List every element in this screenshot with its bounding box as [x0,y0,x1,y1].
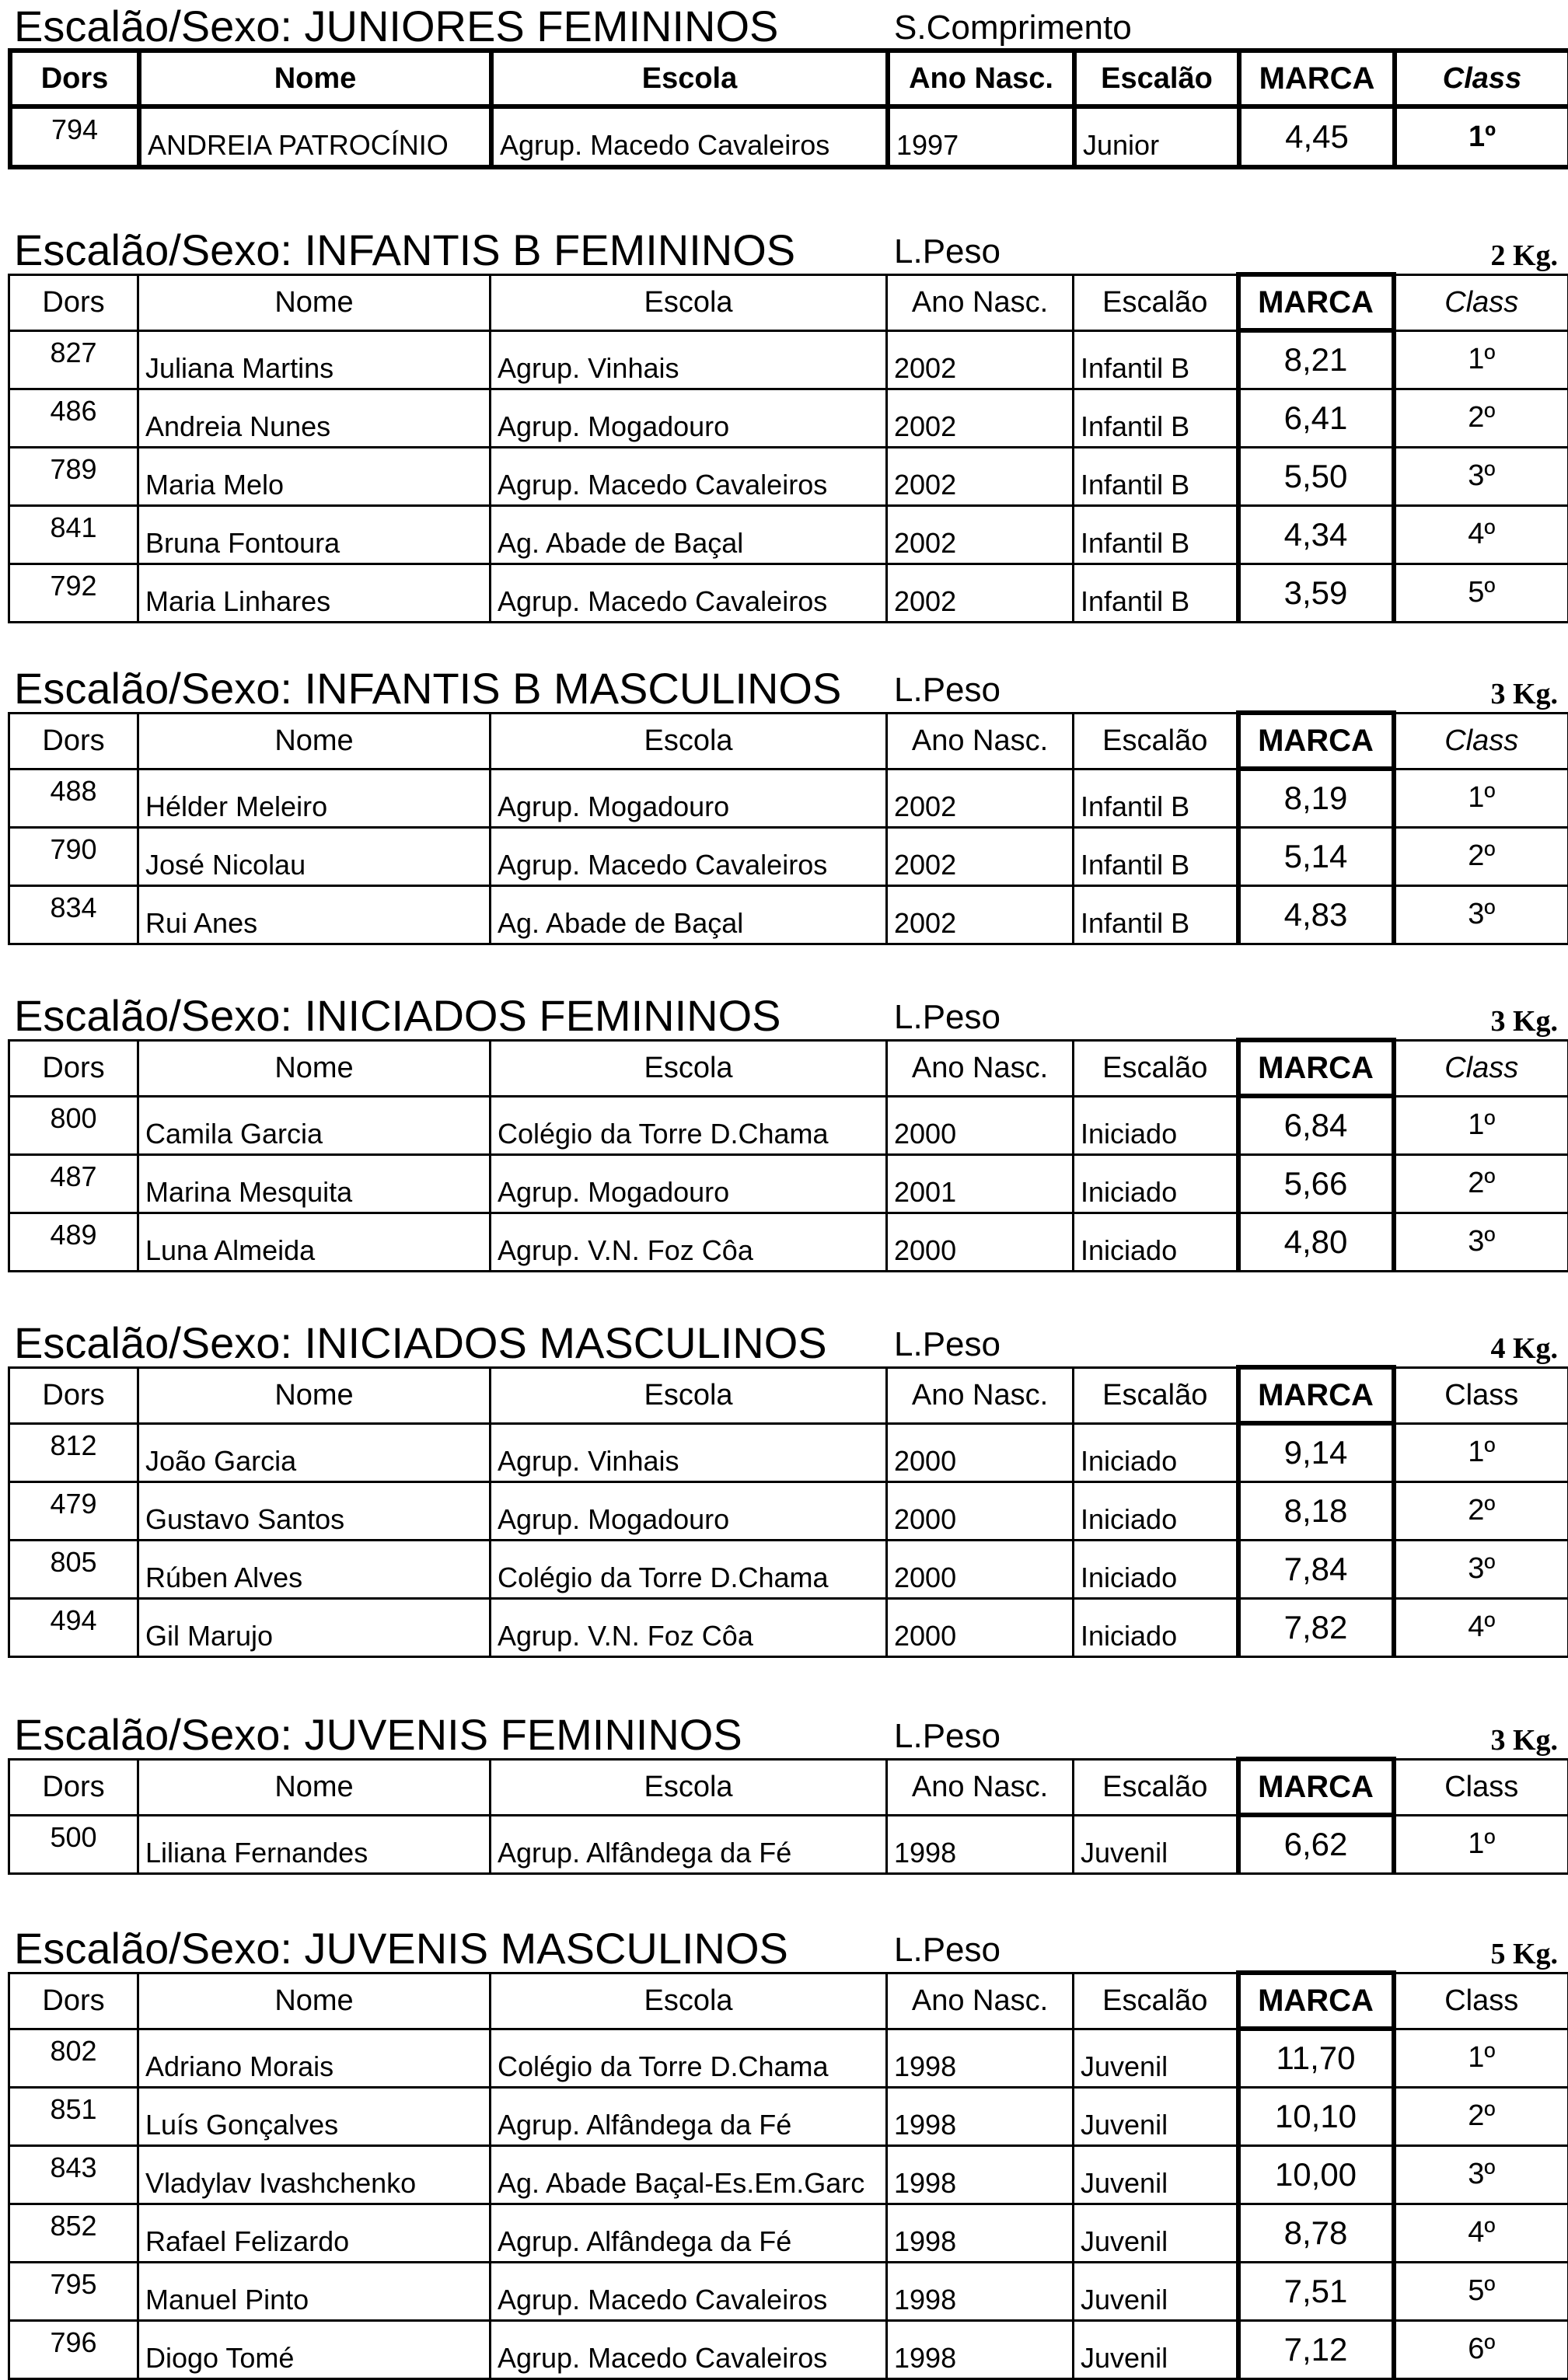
column-header-nome: Nome [139,51,491,106]
cell-ano: 2000 [887,1540,1074,1598]
cell-escola: Agrup. Vinhais [491,1423,887,1481]
cell-marca: 4,83 [1238,885,1394,944]
cell-marca: 5,50 [1238,447,1394,505]
cell-escalao: Iniciado [1074,1213,1238,1271]
cell-escalao: Iniciado [1074,1598,1238,1656]
cell-nome: Manuel Pinto [138,2262,491,2320]
cell-nome: Maria Melo [138,447,491,505]
event-name: S.Comprimento [894,11,1132,45]
column-header-dors: Dors [9,713,138,769]
cell-escola: Agrup. Alfândega da Fé [491,1815,887,1873]
cell-class: 5º [1394,564,1568,622]
cell-marca: 9,14 [1238,1423,1394,1481]
cell-marca: 4,80 [1238,1213,1394,1271]
cell-class: 5º [1394,2262,1568,2320]
cell-ano: 2002 [887,330,1074,389]
section-header [8,662,1567,710]
table-row [9,1423,1568,1481]
cell-class: 3º [1394,885,1568,944]
table-row [9,1096,1568,1154]
table-row [10,106,1568,167]
cell-marca: 6,62 [1238,1815,1394,1873]
results-table [8,272,1568,623]
cell-marca: 7,12 [1238,2320,1394,2378]
cell-class: 1º [1394,1423,1568,1481]
column-header-ano: Ano Nasc. [888,51,1074,106]
column-header-dors: Dors [10,51,139,106]
table-row [9,389,1568,447]
cell-escalao: Iniciado [1074,1540,1238,1598]
section-header [8,1317,1567,1365]
cell-nome: Andreia Nunes [138,389,491,447]
cell-dors: 489 [9,1213,138,1271]
cell-nome: Gil Marujo [138,1598,491,1656]
cell-class: 2º [1394,1481,1568,1540]
column-header-class: Class [1394,713,1568,769]
cell-nome: ANDREIA PATROCÍNIO [139,106,491,167]
cell-escola: Ag. Abade de Baçal [491,885,887,944]
cell-dors: 827 [9,330,138,389]
cell-dors: 488 [9,769,138,827]
section-header [8,989,1567,1038]
column-header-escalao: Escalão [1074,713,1238,769]
table-row [9,2029,1568,2087]
cell-ano: 2000 [887,1213,1074,1271]
cell-escalao: Iniciado [1074,1423,1238,1481]
column-header-marca: MARCA [1238,1759,1394,1815]
column-header-ano: Ano Nasc. [887,1973,1074,2029]
cell-escalao: Iniciado [1074,1154,1238,1213]
column-header-class: Class [1394,1367,1568,1423]
event-name: L.Peso [894,1000,1001,1035]
cell-escalao: Juvenil [1074,2145,1238,2204]
column-header-marca: MARCA [1238,1367,1394,1423]
column-header-dors: Dors [9,1973,138,2029]
cell-nome: José Nicolau [138,827,491,885]
result-section [8,662,1567,945]
column-header-nome: Nome [138,1759,491,1815]
table-row [9,505,1568,564]
cell-class: 1º [1394,769,1568,827]
cell-nome: Maria Linhares [138,564,491,622]
column-header-escola: Escola [491,713,887,769]
cell-ano: 1998 [887,2204,1074,2262]
cell-nome: Adriano Morais [138,2029,491,2087]
column-header-dors: Dors [9,1040,138,1096]
column-header-escola: Escola [491,51,888,106]
column-header-nome: Nome [138,1367,491,1423]
cell-class: 1º [1394,2029,1568,2087]
cell-ano: 1998 [887,2262,1074,2320]
cell-escalao: Infantil B [1074,769,1238,827]
cell-class: 6º [1394,2320,1568,2378]
cell-ano: 2002 [887,389,1074,447]
cell-ano: 2002 [887,447,1074,505]
cell-ano: 2000 [887,1423,1074,1481]
cell-class: 3º [1394,1540,1568,1598]
header-row [10,51,1568,106]
table-row [9,885,1568,944]
cell-escalao: Juvenil [1074,2087,1238,2145]
cell-escola: Agrup. Macedo Cavaleiros [491,2320,887,2378]
column-header-nome: Nome [138,274,491,330]
cell-ano: 2002 [887,564,1074,622]
column-header-escalao: Escalão [1074,1759,1238,1815]
implement-weight: 3 Kg. [1490,1007,1558,1036]
cell-marca: 4,45 [1239,106,1395,167]
cell-dors: 834 [9,885,138,944]
cell-nome: Rúben Alves [138,1540,491,1598]
cell-dors: 790 [9,827,138,885]
column-header-class: Class [1394,1973,1568,2029]
header-row [9,1759,1568,1815]
cell-escalao: Iniciado [1074,1481,1238,1540]
column-header-ano: Ano Nasc. [887,1759,1074,1815]
cell-escalao: Infantil B [1074,330,1238,389]
column-header-nome: Nome [138,1973,491,2029]
section-title: Escalão/Sexo: JUVENIS FEMININOS [14,1713,742,1757]
cell-dors: 812 [9,1423,138,1481]
cell-dors: 805 [9,1540,138,1598]
table-row [9,2320,1568,2378]
cell-escalao: Infantil B [1074,564,1238,622]
cell-nome: Liliana Fernandes [138,1815,491,1873]
column-header-ano: Ano Nasc. [887,1367,1074,1423]
cell-ano: 2002 [887,827,1074,885]
implement-weight: 3 Kg. [1490,679,1558,709]
results-table [8,48,1568,169]
cell-dors: 487 [9,1154,138,1213]
cell-marca: 8,18 [1238,1481,1394,1540]
column-header-escalao: Escalão [1074,51,1239,106]
column-header-nome: Nome [138,713,491,769]
section-title: Escalão/Sexo: JUVENIS MASCULINOS [14,1927,788,1970]
cell-escola: Agrup. Vinhais [491,330,887,389]
cell-nome: Hélder Meleiro [138,769,491,827]
cell-escola: Colégio da Torre D.Chama [491,2029,887,2087]
cell-ano: 2002 [887,505,1074,564]
cell-escalao: Infantil B [1074,389,1238,447]
cell-ano: 2000 [887,1096,1074,1154]
table-row [9,564,1568,622]
header-row [9,1367,1568,1423]
cell-class: 3º [1394,2145,1568,2204]
result-section [8,1317,1567,1658]
cell-marca: 8,78 [1238,2204,1394,2262]
column-header-marca: MARCA [1238,1040,1394,1096]
result-section [8,1922,1567,2380]
cell-ano: 2000 [887,1598,1074,1656]
cell-class: 1º [1394,1096,1568,1154]
section-title: Escalão/Sexo: INICIADOS FEMININOS [14,994,781,1038]
cell-escalao: Juvenil [1074,2262,1238,2320]
cell-marca: 6,84 [1238,1096,1394,1154]
section-header [8,224,1567,272]
table-row [9,769,1568,827]
table-row [9,1154,1568,1213]
cell-class: 2º [1394,1154,1568,1213]
cell-escalao: Infantil B [1074,885,1238,944]
cell-class: 2º [1394,2087,1568,2145]
cell-marca: 5,14 [1238,827,1394,885]
cell-dors: 852 [9,2204,138,2262]
event-name: L.Peso [894,1719,1001,1754]
table-row [9,447,1568,505]
cell-dors: 479 [9,1481,138,1540]
cell-escola: Agrup. Macedo Cavaleiros [491,827,887,885]
cell-nome: Juliana Martins [138,330,491,389]
table-row [9,1815,1568,1873]
results-table [8,1970,1568,2380]
implement-weight: 5 Kg. [1490,1939,1558,1969]
cell-escola: Agrup. V.N. Foz Côa [491,1213,887,1271]
cell-escalao: Infantil B [1074,447,1238,505]
cell-dors: 794 [10,106,139,167]
cell-class: 4º [1394,1598,1568,1656]
cell-escalao: Infantil B [1074,505,1238,564]
result-section [8,1708,1567,1875]
column-header-escola: Escola [491,1040,887,1096]
cell-escalao: Iniciado [1074,1096,1238,1154]
cell-escola: Agrup. V.N. Foz Côa [491,1598,887,1656]
table-row [9,2204,1568,2262]
cell-nome: Luís Gonçalves [138,2087,491,2145]
cell-class: 3º [1394,1213,1568,1271]
cell-marca: 4,34 [1238,505,1394,564]
table-row [9,1481,1568,1540]
section-title: Escalão/Sexo: INFANTIS B FEMININOS [14,229,795,272]
cell-escalao: Juvenil [1074,2029,1238,2087]
column-header-marca: MARCA [1238,1973,1394,2029]
cell-escalao: Juvenil [1074,1815,1238,1873]
cell-nome: Vladylav Ivashchenko [138,2145,491,2204]
column-header-escola: Escola [491,274,887,330]
cell-escola: Agrup. Mogadouro [491,769,887,827]
header-row [9,274,1568,330]
cell-marca: 11,70 [1238,2029,1394,2087]
column-header-class: Class [1394,1759,1568,1815]
cell-class: 3º [1394,447,1568,505]
cell-escola: Agrup. Mogadouro [491,1154,887,1213]
event-name: L.Peso [894,235,1001,269]
cell-nome: Camila Garcia [138,1096,491,1154]
column-header-escalao: Escalão [1074,1040,1238,1096]
cell-ano: 2001 [887,1154,1074,1213]
cell-escola: Agrup. Macedo Cavaleiros [491,106,888,167]
column-header-dors: Dors [9,1367,138,1423]
cell-escola: Agrup. Macedo Cavaleiros [491,447,887,505]
cell-dors: 843 [9,2145,138,2204]
column-header-escalao: Escalão [1074,1973,1238,2029]
cell-escola: Agrup. Mogadouro [491,389,887,447]
implement-weight: 4 Kg. [1490,1334,1558,1363]
section-title: Escalão/Sexo: INFANTIS B MASCULINOS [14,667,841,710]
column-header-escola: Escola [491,1367,887,1423]
header-row [9,1040,1568,1096]
header-row [9,713,1568,769]
cell-dors: 796 [9,2320,138,2378]
column-header-nome: Nome [138,1040,491,1096]
cell-class: 1º [1394,330,1568,389]
column-header-marca: MARCA [1238,274,1394,330]
implement-weight: 3 Kg. [1490,1726,1558,1755]
cell-nome: Marina Mesquita [138,1154,491,1213]
cell-escola: Agrup. Alfândega da Fé [491,2087,887,2145]
section-header [8,0,1567,48]
cell-escalao: Juvenil [1074,2204,1238,2262]
section-header [8,1708,1567,1757]
cell-dors: 800 [9,1096,138,1154]
table-row [9,2262,1568,2320]
section-title: Escalão/Sexo: JUNIORES FEMININOS [14,5,778,48]
column-header-marca: MARCA [1239,51,1395,106]
cell-nome: Rafael Felizardo [138,2204,491,2262]
cell-escalao: Infantil B [1074,827,1238,885]
cell-marca: 8,19 [1238,769,1394,827]
table-row [9,827,1568,885]
cell-dors: 851 [9,2087,138,2145]
event-name: L.Peso [894,1328,1001,1362]
cell-escalao: Junior [1074,106,1239,167]
cell-escola: Colégio da Torre D.Chama [491,1096,887,1154]
results-table [8,1757,1568,1875]
section-header [8,1922,1567,1970]
cell-marca: 10,00 [1238,2145,1394,2204]
cell-nome: Diogo Tomé [138,2320,491,2378]
cell-escola: Agrup. Macedo Cavaleiros [491,564,887,622]
results-table [8,1038,1568,1272]
column-header-ano: Ano Nasc. [887,1040,1074,1096]
cell-ano: 1997 [888,106,1074,167]
cell-escola: Agrup. Mogadouro [491,1481,887,1540]
cell-ano: 2002 [887,769,1074,827]
cell-dors: 802 [9,2029,138,2087]
table-row [9,1540,1568,1598]
column-header-marca: MARCA [1238,713,1394,769]
cell-ano: 2002 [887,885,1074,944]
table-row [9,1213,1568,1271]
cell-nome: Rui Anes [138,885,491,944]
result-section [8,989,1567,1272]
column-header-escola: Escola [491,1759,887,1815]
cell-dors: 792 [9,564,138,622]
cell-class: 1º [1395,106,1568,167]
column-header-ano: Ano Nasc. [887,713,1074,769]
cell-ano: 1998 [887,2145,1074,2204]
cell-nome: Luna Almeida [138,1213,491,1271]
column-header-dors: Dors [9,274,138,330]
cell-nome: Bruna Fontoura [138,505,491,564]
cell-marca: 7,82 [1238,1598,1394,1656]
cell-class: 4º [1394,505,1568,564]
cell-dors: 494 [9,1598,138,1656]
cell-nome: Gustavo Santos [138,1481,491,1540]
event-name: L.Peso [894,1933,1001,1967]
header-row [9,1973,1568,2029]
cell-ano: 1998 [887,2320,1074,2378]
cell-marca: 8,21 [1238,330,1394,389]
table-row [9,330,1568,389]
cell-marca: 6,41 [1238,389,1394,447]
result-section [8,0,1567,169]
column-header-escalao: Escalão [1074,274,1238,330]
cell-escola: Ag. Abade Baçal-Es.Em.Garc [491,2145,887,2204]
cell-dors: 795 [9,2262,138,2320]
cell-marca: 7,84 [1238,1540,1394,1598]
result-section [8,224,1567,623]
cell-dors: 841 [9,505,138,564]
cell-escola: Agrup. Alfândega da Fé [491,2204,887,2262]
table-row [9,2087,1568,2145]
cell-dors: 500 [9,1815,138,1873]
cell-escola: Ag. Abade de Baçal [491,505,887,564]
column-header-class: Class [1394,1040,1568,1096]
cell-marca: 10,10 [1238,2087,1394,2145]
table-row [9,1598,1568,1656]
cell-escalao: Juvenil [1074,2320,1238,2378]
cell-class: 2º [1394,827,1568,885]
implement-weight: 2 Kg. [1490,241,1558,270]
cell-ano: 1998 [887,2029,1074,2087]
cell-marca: 3,59 [1238,564,1394,622]
table-row [9,2145,1568,2204]
column-header-ano: Ano Nasc. [887,274,1074,330]
results-table [8,710,1568,945]
event-name: L.Peso [894,673,1001,707]
cell-class: 2º [1394,389,1568,447]
column-header-class: Class [1395,51,1568,106]
cell-escola: Colégio da Torre D.Chama [491,1540,887,1598]
column-header-escola: Escola [491,1973,887,2029]
cell-nome: João Garcia [138,1423,491,1481]
cell-marca: 5,66 [1238,1154,1394,1213]
cell-dors: 486 [9,389,138,447]
cell-dors: 789 [9,447,138,505]
column-header-dors: Dors [9,1759,138,1815]
cell-ano: 1998 [887,1815,1074,1873]
cell-class: 4º [1394,2204,1568,2262]
cell-class: 1º [1394,1815,1568,1873]
results-table [8,1365,1568,1658]
section-title: Escalão/Sexo: INICIADOS MASCULINOS [14,1321,827,1365]
cell-ano: 2000 [887,1481,1074,1540]
column-header-escalao: Escalão [1074,1367,1238,1423]
column-header-class: Class [1394,274,1568,330]
cell-marca: 7,51 [1238,2262,1394,2320]
cell-ano: 1998 [887,2087,1074,2145]
cell-escola: Agrup. Macedo Cavaleiros [491,2262,887,2320]
